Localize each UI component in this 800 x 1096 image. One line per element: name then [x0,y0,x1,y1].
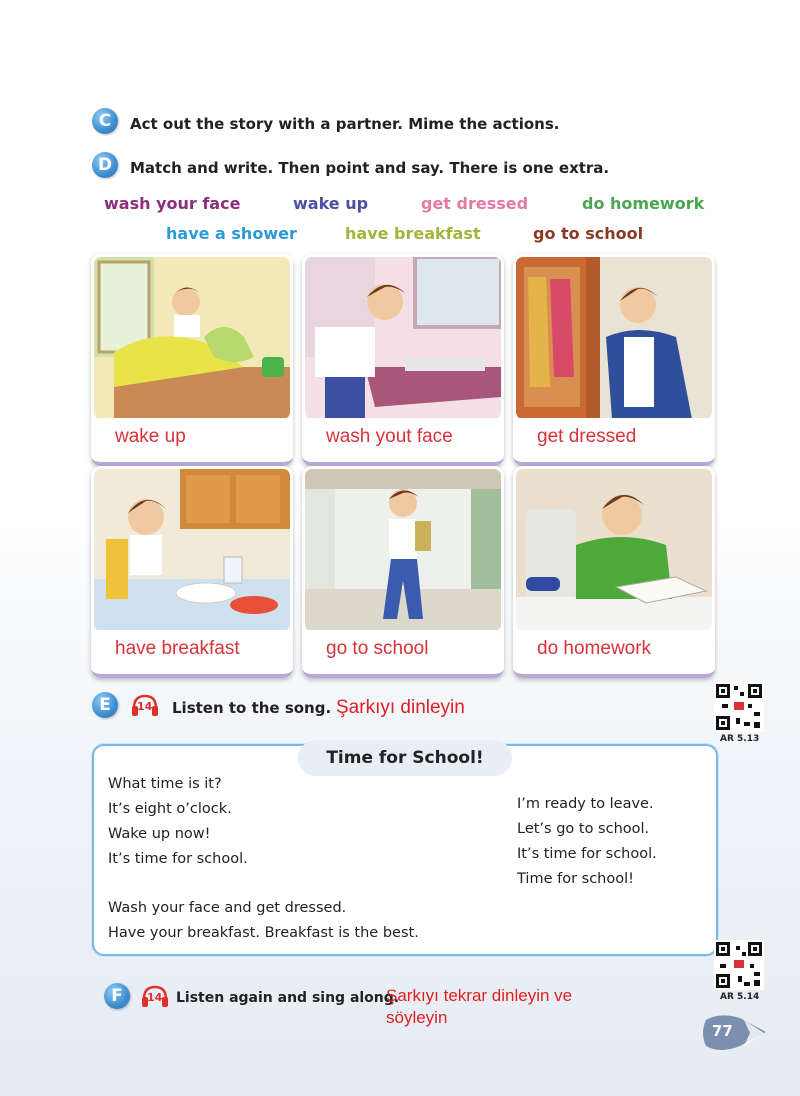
section-e-instruction: Listen to the song. [172,699,332,717]
answer-strip [302,630,504,678]
word-bank-item: get dressed [421,194,529,213]
word-bank-item: wake up [293,194,369,213]
scene-go-to-school-image [305,469,501,631]
song-title: Time for School! [298,740,512,776]
word-bank-item: go to school [533,224,644,243]
song-line: Have your breakfast. Breakfast is the best. [108,925,419,941]
song-line: I’m ready to leave. [517,796,654,812]
picture-card-5 [302,466,504,678]
section-f-translation-line1: Şarkıyı tekrar dinleyin ve [386,986,573,1005]
answer-text: get dressed [537,426,637,447]
scene-breakfast-image [94,469,290,631]
word-bank-item: have a shower [166,224,297,243]
answer-strip [513,418,715,466]
picture-card-1 [91,254,293,466]
word-bank-item: wash your face [104,194,241,213]
section-f-badge: F [104,983,130,1009]
song-line: It’s time for school. [108,851,248,867]
section-c-instruction: Act out the story with a partner. Mime the actions. [130,115,560,133]
section-c-badge: C [92,108,118,134]
scene-wash-face-image [305,257,501,419]
qr-code-icon[interactable] [714,682,764,732]
song-line: Wake up now! [108,826,211,842]
page-number-star-icon [700,1010,770,1056]
picture-card-3 [513,254,715,466]
page-number: 77 [712,1022,733,1040]
answer-text: go to school [326,638,429,659]
word-bank-item: do homework [582,194,705,213]
section-f-instruction: Listen again and sing along. [176,990,400,1006]
song-line: It’s eight o’clock. [108,801,232,817]
answer-strip [91,630,293,678]
song-line: Wash your face and get dressed. [108,900,347,916]
scene-homework-image [516,469,712,631]
song-line: It’s time for school. [517,846,657,862]
word-bank-item: have breakfast [345,224,481,243]
picture-card-4 [91,466,293,678]
section-e-badge: E [92,692,118,718]
song-line: Let’s go to school. [517,821,650,837]
track-number: 14 [147,991,163,1004]
qr-label: AR 5.13 [720,734,760,744]
answer-strip [91,418,293,466]
song-line: What time is it? [108,776,222,792]
answer-text: wash yout face [326,426,453,447]
track-number: 14 [137,700,153,713]
section-f-translation-line2: söyleyin [386,1008,448,1027]
scene-wake-up-image [94,257,290,419]
scene-get-dressed-image [516,257,712,419]
answer-text: do homework [537,638,652,659]
answer-text: wake up [115,426,186,447]
answer-text: have breakfast [115,638,240,659]
picture-card-2 [302,254,504,466]
section-d-instruction: Match and write. Then point and say. There is one extra. [130,159,610,177]
qr-code-icon[interactable] [714,940,764,990]
section-d-badge: D [92,152,118,178]
qr-label: AR 5.14 [720,992,760,1002]
section-e-translation: Şarkıyı dinleyin [336,697,465,718]
answer-strip [302,418,504,466]
song-line: Time for school! [517,871,634,887]
picture-card-6 [513,466,715,678]
answer-strip [513,630,715,678]
